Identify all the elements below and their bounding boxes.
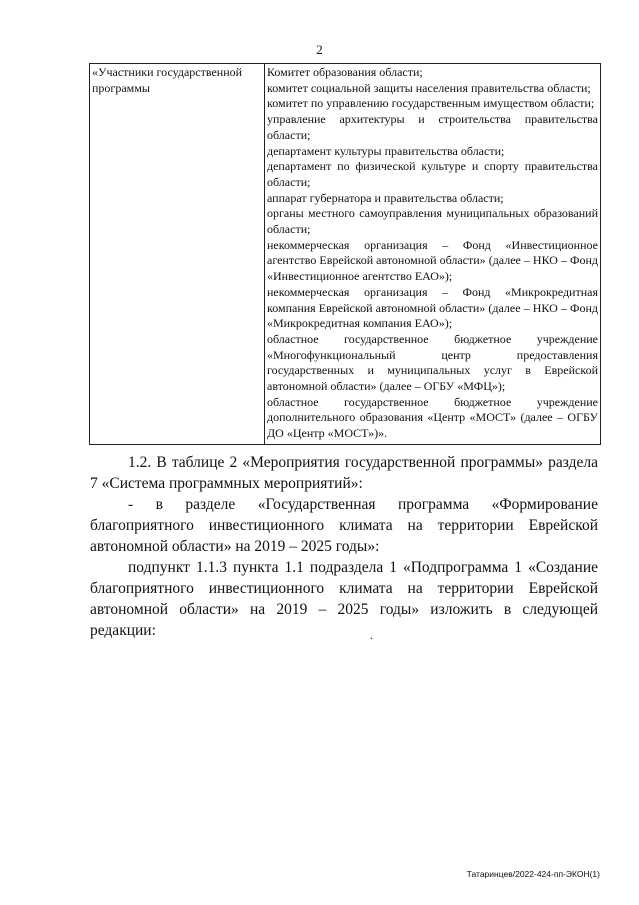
participant-item: органы местного самоуправления муниципальных образований области;	[267, 206, 598, 237]
participants-table	[89, 63, 601, 445]
table-label-cell: «Участники государственной программы	[90, 64, 265, 445]
participant-item: комитет по управлению государственным имуществом области;	[267, 96, 595, 111]
participant-item: областное государственное бюджетное учреждение «Многофункциональный центр предоставления государственных и муниципальных услуг в Еврейской автономной области» (далее – ОГБУ «МФЦ»);	[267, 331, 598, 394]
participant-item: областное государственное бюджетное учреждение дополнительного образования «Центр «МОСТ» (далее – ОГБУ ДО «Центр «МОСТ»)».	[267, 394, 598, 441]
paragraph: 1.2. В таблице 2 «Мероприятия государственной программы» раздела 7 «Система программных мероприятий»:	[90, 454, 598, 492]
participant-item: некоммерческая организация – Фонд «Инвестиционное агентство Еврейской автономной области» (далее – НКО – Фонд «Инвестиционное агентство ЕАО»);	[267, 237, 598, 284]
table-items-cell	[265, 64, 601, 445]
paragraph: подпункт 1.1.3 пункта 1.1 подраздела 1 «Подпрограмма 1 «Создание благоприятного инвестиционного климата на территории Еврейской автономной области» на 2019 – 2025 годы» изложить в следующей редакции:	[90, 559, 598, 639]
footer-document-code: Татаринцев/2022-424-пп-ЭКОН(1)	[466, 869, 600, 879]
table-row	[90, 64, 601, 445]
stray-dot: .	[370, 628, 373, 642]
participant-item: комитет социальной защиты населения правительства области;	[267, 80, 591, 95]
participant-item: департамент по физической культуре и спорту правительства области;	[267, 159, 598, 189]
participant-item: Комитет образования области;	[267, 65, 423, 79]
participant-item: департамент культуры правительства области;	[267, 143, 505, 158]
body-text	[90, 452, 598, 641]
participant-item: аппарат губернатора и правительства области;	[267, 190, 504, 205]
participant-item: управление архитектуры и строительства правительства области;	[267, 112, 598, 142]
paragraph: - в разделе «Государственная программа «Формирование благоприятного инвестиционного климата на территории Еврейской автономной области» на 2019 – 2025 годы»:	[90, 496, 598, 555]
page-number: 2	[316, 42, 323, 57]
participant-item: некоммерческая организация – Фонд «Микрокредитная компания Еврейской автономной области» (далее – НКО – Фонд «Микрокредитная компания ЕАО»);	[267, 284, 598, 331]
